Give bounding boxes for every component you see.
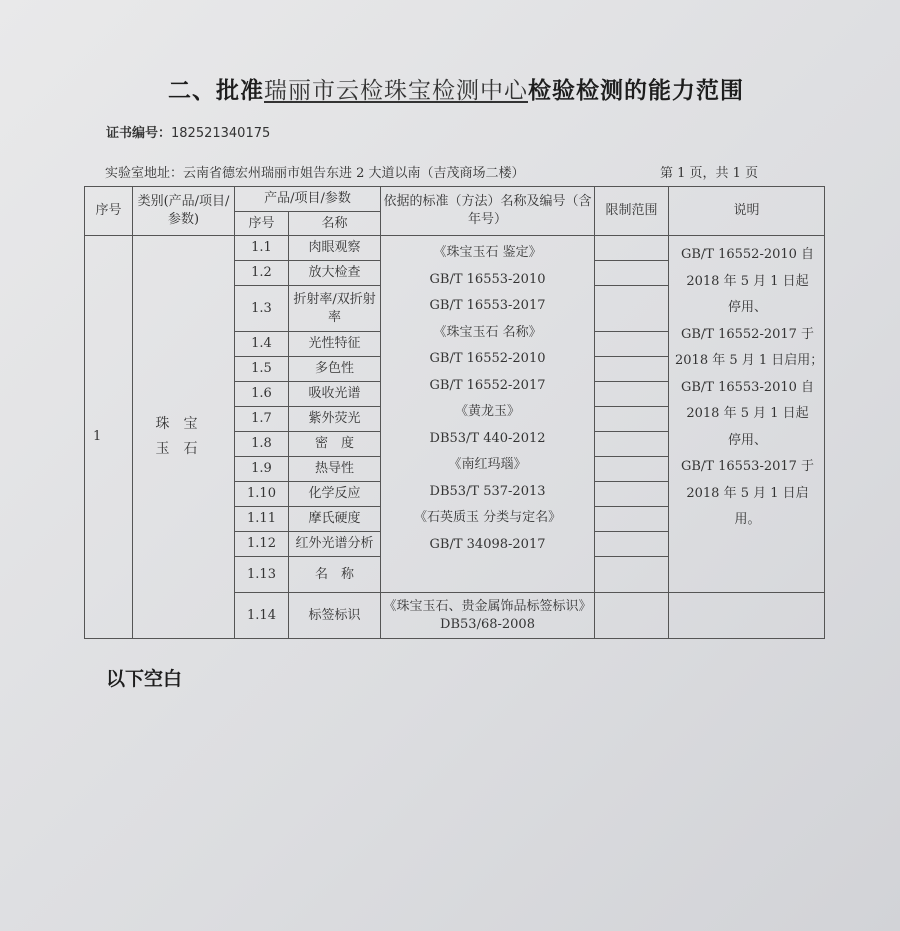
table-row — [85, 236, 825, 261]
limit-cell — [595, 557, 669, 593]
limit-cell — [595, 261, 669, 286]
limit-cell — [595, 593, 669, 639]
note-line: 2018 年 5 月 1 日起 — [686, 273, 809, 289]
title-suffix: 检验检测的能力范围 — [528, 78, 744, 104]
header-sub-seq: 序号 — [235, 212, 289, 236]
certificate-number — [106, 122, 270, 141]
item-no: 1.10 — [235, 482, 289, 507]
header-limit: 限制范围 — [595, 187, 669, 236]
item-no: 1.4 — [235, 332, 289, 357]
note-line: GB/T 16553-2010 自 — [680, 379, 815, 395]
header-category: 类别(产品/项目/参数) — [133, 187, 235, 236]
limit-cell — [595, 532, 669, 557]
item-no: 1.2 — [235, 261, 289, 286]
standard-line: GB/T 16553-2017 — [429, 298, 546, 313]
standard-line: 《黄龙玉》 — [455, 404, 521, 419]
item-no: 1.7 — [235, 407, 289, 432]
item-name: 红外光谱分析 — [289, 532, 381, 557]
item-no: 1.5 — [235, 357, 289, 382]
note-empty — [669, 593, 825, 639]
note-line: GB/T 16552-2010 自 — [680, 247, 815, 262]
document-title — [168, 72, 744, 105]
page-info: 第 1 页，共 1 页 — [660, 166, 759, 181]
table-header-row — [85, 187, 825, 212]
item-no: 1.12 — [235, 532, 289, 557]
item-no: 1.13 — [235, 557, 289, 593]
note-line: 2018 年 5 月 1 日启用； — [675, 353, 824, 368]
limit-cell — [595, 332, 669, 357]
limit-cell — [595, 507, 669, 532]
item-name: 折射率/双折射率 — [289, 286, 381, 332]
standard-line: GB/T 16552-2010 — [429, 351, 546, 366]
note-line: 2018 年 5 月 1 日起 — [686, 406, 809, 421]
row-seq: 1 — [85, 236, 133, 639]
limit-cell — [595, 236, 669, 261]
limit-cell — [595, 357, 669, 382]
item-no: 1.11 — [235, 507, 289, 532]
limit-cell — [595, 407, 669, 432]
limit-cell — [595, 286, 669, 332]
item-no: 1.14 — [235, 593, 289, 639]
header-standard: 依据的标准（方法）名称及编号（含年号） — [381, 187, 595, 236]
standard-line: GB/T 34098-2017 — [429, 536, 546, 552]
item-name: 多色性 — [289, 357, 381, 382]
title-prefix: 二、批准 — [168, 78, 264, 104]
limit-cell — [595, 432, 669, 457]
standard-line: 《珠宝玉石 名称》 — [433, 324, 542, 340]
item-no: 1.8 — [235, 432, 289, 457]
item-name: 密 度 — [289, 432, 381, 457]
header-note: 说明 — [669, 187, 825, 236]
note-line: 停用、 — [728, 432, 768, 448]
category-line-1: 珠宝 — [155, 415, 212, 432]
header-name: 名称 — [289, 212, 381, 236]
item-name: 标签标识 — [289, 593, 381, 639]
certificate-label: 证书编号： — [106, 126, 172, 141]
note-line: GB/T 16552-2017 于 — [680, 326, 815, 342]
item-name: 吸收光谱 — [289, 382, 381, 407]
item-no: 1.9 — [235, 457, 289, 482]
standard-line: 《南红玛瑙》 — [448, 457, 527, 472]
standards-cell — [381, 236, 595, 593]
standard-line: GB/T 16553-2010 — [429, 271, 546, 287]
item-no: 1.1 — [235, 236, 289, 261]
limit-cell — [595, 382, 669, 407]
note-line: GB/T 16553-2017 于 — [680, 459, 815, 474]
category-line-2: 玉石 — [155, 441, 212, 457]
item-name: 摩氏硬度 — [289, 507, 381, 532]
item-no: 1.6 — [235, 382, 289, 407]
standard-last: 《珠宝玉石、贵金属饰品标签标识》DB53/68-2008 — [381, 593, 595, 639]
note-line: 用。 — [734, 512, 761, 527]
item-name: 紫外荧光 — [289, 407, 381, 432]
lab-address: 实验室地址：云南省德宏州瑞丽市姐告东进 2 大道以南（吉茂商场二楼） — [105, 166, 525, 181]
standard-line: DB53/T 440-2012 — [429, 430, 546, 446]
note-line: 停用、 — [728, 300, 768, 315]
capability-table — [84, 186, 825, 639]
header-product-group: 产品/项目/参数 — [235, 187, 381, 212]
item-no: 1.3 — [235, 286, 289, 332]
item-name: 光性特征 — [289, 332, 381, 357]
item-name: 肉眼观察 — [289, 236, 381, 261]
standard-line: 《珠宝玉石 鉴定》 — [433, 245, 542, 260]
limit-cell — [595, 482, 669, 507]
limit-cell — [595, 457, 669, 482]
item-name: 放大检查 — [289, 261, 381, 286]
item-name: 热导性 — [289, 457, 381, 482]
notes-cell — [669, 236, 825, 593]
blank-below-text: 以下空白 — [106, 668, 183, 690]
item-name: 名 称 — [289, 557, 381, 593]
note-line: 2018 年 5 月 1 日启 — [686, 485, 809, 501]
standard-line: DB53/T 537-2013 — [429, 483, 546, 499]
certificate-value: 182521340175 — [171, 126, 271, 141]
standard-line: 《石英质玉 分类与定名》 — [413, 510, 562, 525]
header-seq: 序号 — [85, 187, 133, 236]
row-category — [133, 236, 235, 639]
item-name: 化学反应 — [289, 482, 381, 507]
title-organization: 瑞丽市云检珠宝检测中心 — [264, 78, 528, 104]
standard-line: GB/T 16552-2017 — [429, 377, 546, 393]
